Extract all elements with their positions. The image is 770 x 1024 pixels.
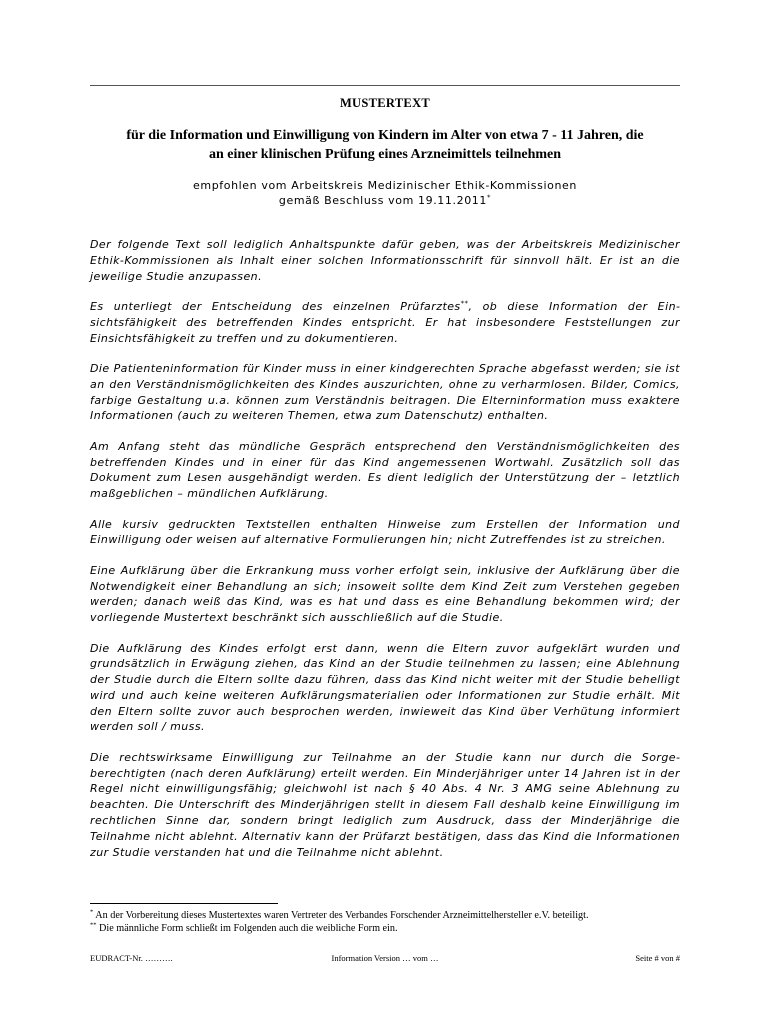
body-paragraph: Am Anfang steht das mündliche Gespräch entsprechend den Verständnismöglichkeiten des betreffenden Kindes und in einer für das Kind angemessenen Wortwahl. Zusätzlich soll das Dokument zum Lesen ausgehändigt werden. Es dient lediglich der Unterstützung der – letztlich maßgeblichen – mündlichen Aufklärung. bbox=[90, 439, 680, 501]
paragraph-text: Es unterliegt der Entscheidung des einzelnen Prüfarztes bbox=[90, 299, 461, 313]
footnote-marker: ** bbox=[90, 921, 97, 929]
footnotes bbox=[90, 909, 680, 935]
page-footer bbox=[90, 953, 680, 965]
document-title: MUSTERTEXT bbox=[339, 96, 431, 110]
recommendation-line bbox=[90, 193, 680, 208]
footnote-text: Die männliche Form schließt im Folgenden auch die weibliche Form ein. bbox=[96, 923, 398, 934]
document-body bbox=[90, 237, 680, 875]
footnote bbox=[90, 909, 680, 922]
document-subtitle bbox=[90, 126, 680, 164]
footnote-marker: * bbox=[487, 193, 492, 202]
footnote-marker: ** bbox=[460, 299, 469, 308]
paragraph-text: , ob diese Information der Einsichtsfähigkeit des betreffenden Kindes entspricht. Er hat insbesondere Feststellungen zur Einsichtsfähigkeit zu treffen und zu dokumentieren. bbox=[90, 299, 680, 345]
body-paragraph: Die Patienteninformation für Kinder muss in einer kindgerechten Sprache abgefasst werden; sie ist an den Verständnismöglichkeiten des Kindes auszurichten, ohne zu verharmlosen. Bilder, Comics, farbige Gestaltung u.a. können zum Verständnis beitragen. Die Elterninformation muss exaktere Informationen (auch zu weiteren Themen, etwa zum Datenschutz) enthalten. bbox=[90, 361, 680, 423]
eudract-number: EUDRACT-Nr. ………. bbox=[90, 953, 173, 963]
version-info: Information Version … vom … bbox=[331, 953, 439, 963]
footnote-text: An der Vorbereitung dieses Mustertextes waren Vertreter des Verbandes Forschender Arzneimittelhersteller e.V. beteiligt. bbox=[93, 910, 589, 921]
recommendation-note bbox=[90, 178, 680, 208]
body-paragraph: Der folgende Text soll lediglich Anhaltspunkte dafür geben, was der Arbeitskreis Medizinischer Ethik-Kommissionen als Inhalt einer solchen Informationsschrift für sinnvoll hält. Er ist an die jeweilige Studie anzupassen. bbox=[90, 238, 680, 283]
subtitle-line: für die Information und Einwilligung von Kindern im Alter von etwa 7 - 11 Jahren, die bbox=[126, 128, 644, 143]
footnote-marker: * bbox=[90, 908, 94, 916]
body-paragraph: Die Aufklärung des Kindes erfolgt erst dann, wenn die Eltern zuvor aufgeklärt wurden und grundsätzlich in Erwägung ziehen, das Kind an der Studie teilnehmen zu lassen; eine Ablehnung der Studie durch die Eltern sollte dazu führen, dass das Kind nicht weiter mit der Studie behelligt wird und auch keine weiteren Aufklärungsmaterialien oder Informationen zur Studie erhält. Mit den Eltern sollte zuvor auch besprochen werden, inwieweit das Kind über Verhütung informiert werden soll / muss. bbox=[90, 641, 680, 734]
body-paragraph bbox=[90, 299, 680, 346]
body-paragraph: Die rechtswirksame Einwilligung zur Teilnahme an der Studie kann nur durch die Sorgeberechtigten (nach deren Aufklärung) erteilt werden. Ein Minderjähriger unter 14 Jahren ist in der Regel nicht einwilligungsfähig; gleichwohl ist nach § 40 Abs. 4 Nr. 3 AMG seine Ablehnung zu beachten. Die Unterschrift des Minderjährigen stellt in diesem Fall deshalb keine Einwilligung im rechtlichen Sinne dar, sondern bringt lediglich zum Ausdruck, dass der Minderjährige die Teilnahme nicht ablehnt. Alternativ kann der Prüfarzt bestätigen, dass das Kind die Informationen zur Studie verstanden hat und die Teilnahme nicht ablehnt. bbox=[90, 750, 680, 859]
header-rule bbox=[90, 85, 680, 86]
recommendation-line: empfohlen vom Arbeitskreis Medizinischer Ethik-Kommissionen bbox=[193, 179, 577, 192]
subtitle-line: an einer klinischen Prüfung eines Arzneimittels teilnehmen bbox=[208, 147, 562, 162]
footnote-separator bbox=[90, 903, 278, 904]
footnote bbox=[90, 922, 680, 935]
body-paragraph: Alle kursiv gedruckten Textstellen enthalten Hinweise zum Erstellen der Information und Einwilligung oder weisen auf alternative Formulierungen hin; nicht Zutreffendes ist zu streichen. bbox=[90, 517, 680, 547]
body-paragraph: Eine Aufklärung über die Erkrankung muss vorher erfolgt sein, inklusive der Aufklärung über die Notwendigkeit einer Behandlung an sich; insoweit sollte dem Kind Zeit zum Verstehen gegeben werden; danach weiß das Kind, was es hat und dass es eine Behandlung bekommen wird; der vorliegende Mustertext beschränkt sich ausschließlich auf die Studie. bbox=[90, 563, 680, 625]
resolution-date-text: gemäß Beschluss vom 19.11.2011 bbox=[278, 194, 487, 207]
page-number: Seite # von # bbox=[635, 953, 680, 963]
